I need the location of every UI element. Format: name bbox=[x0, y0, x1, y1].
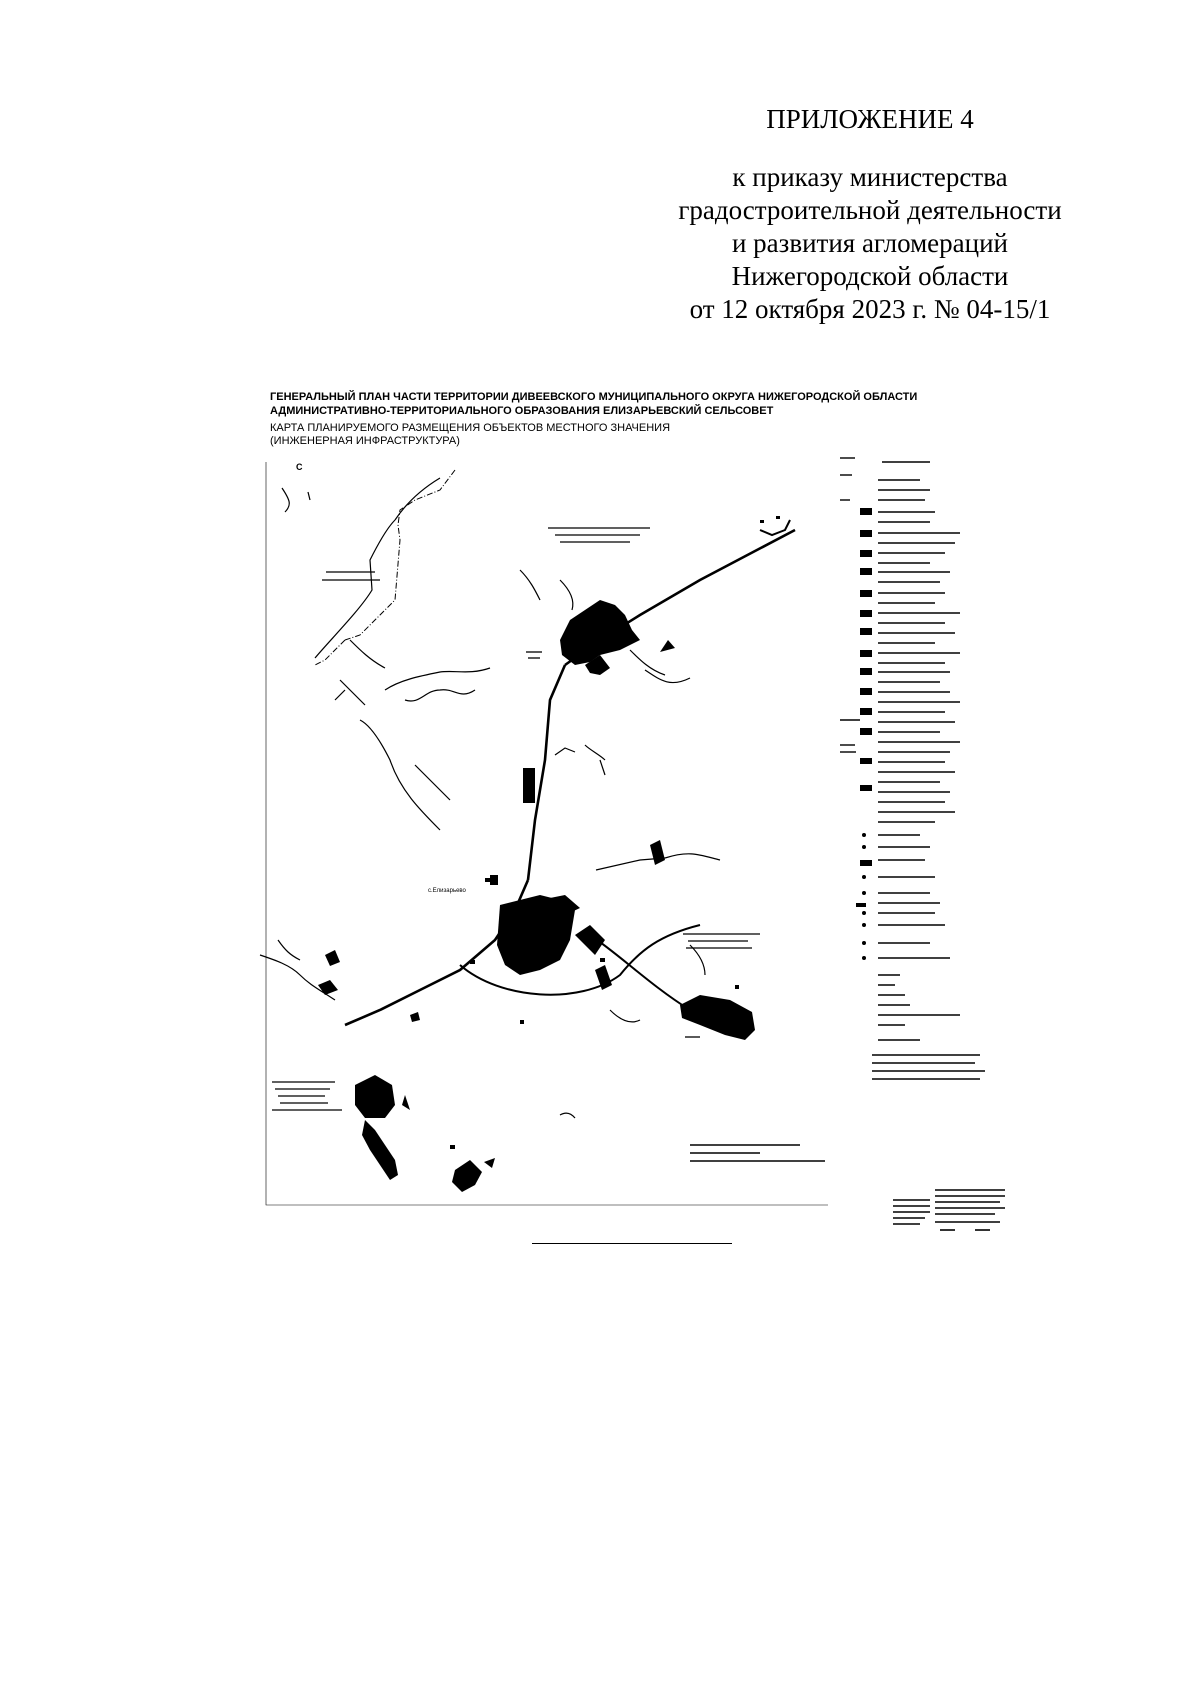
order-line: к приказу министерства bbox=[732, 162, 1008, 192]
place-name-marks bbox=[272, 528, 760, 1110]
map-subtitle-line-1: КАРТА ПЛАНИРУЕМОГО РАЗМЕЩЕНИЯ ОБЪЕКТОВ МЕСТНОГО ЗНАЧЕНИЯ bbox=[270, 422, 671, 434]
legend-swatches bbox=[856, 508, 872, 960]
north-marker: С bbox=[296, 462, 303, 472]
map-legend bbox=[840, 458, 985, 1079]
order-line: градостроительной деятельности bbox=[678, 195, 1062, 225]
village-label: с.Елизарьево bbox=[428, 888, 466, 894]
map-title-line-2: АДМИНИСТРАТИВНО-ТЕРРИТОРИАЛЬНОГО ОБРАЗОВАНИЯ ЕЛИЗАРЬЕВСКИЙ СЕЛЬСОВЕТ bbox=[270, 405, 774, 417]
map-title-line-1: ГЕНЕРАЛЬНЫЙ ПЛАН ЧАСТИ ТЕРРИТОРИИ ДИВЕЕВСКОГО МУНИЦИПАЛЬНОГО ОКРУГА НИЖЕГОРОДСКОЙ ОБЛАСТИ bbox=[270, 391, 918, 403]
main-road bbox=[345, 530, 795, 1025]
title-stamp bbox=[893, 1190, 1005, 1230]
map-subtitle-line-2: (ИНЖЕНЕРНАЯ ИНФРАСТРУКТУРА) bbox=[270, 435, 460, 447]
admin-boundary bbox=[315, 470, 455, 665]
map-title-block bbox=[270, 390, 917, 448]
order-line: Нижегородской области bbox=[731, 261, 1009, 291]
order-line: от 12 октября 2023 г. № 04-15/1 bbox=[689, 294, 1051, 324]
footer-rule bbox=[532, 1243, 732, 1244]
map-note bbox=[690, 1145, 825, 1161]
order-line: и развития агломераций bbox=[731, 228, 1008, 258]
built-up-areas bbox=[318, 600, 755, 1192]
rivers bbox=[260, 478, 720, 1118]
map-frame bbox=[266, 462, 828, 1205]
appendix-title: ПРИЛОЖЕНИЕ 4 bbox=[766, 104, 974, 134]
